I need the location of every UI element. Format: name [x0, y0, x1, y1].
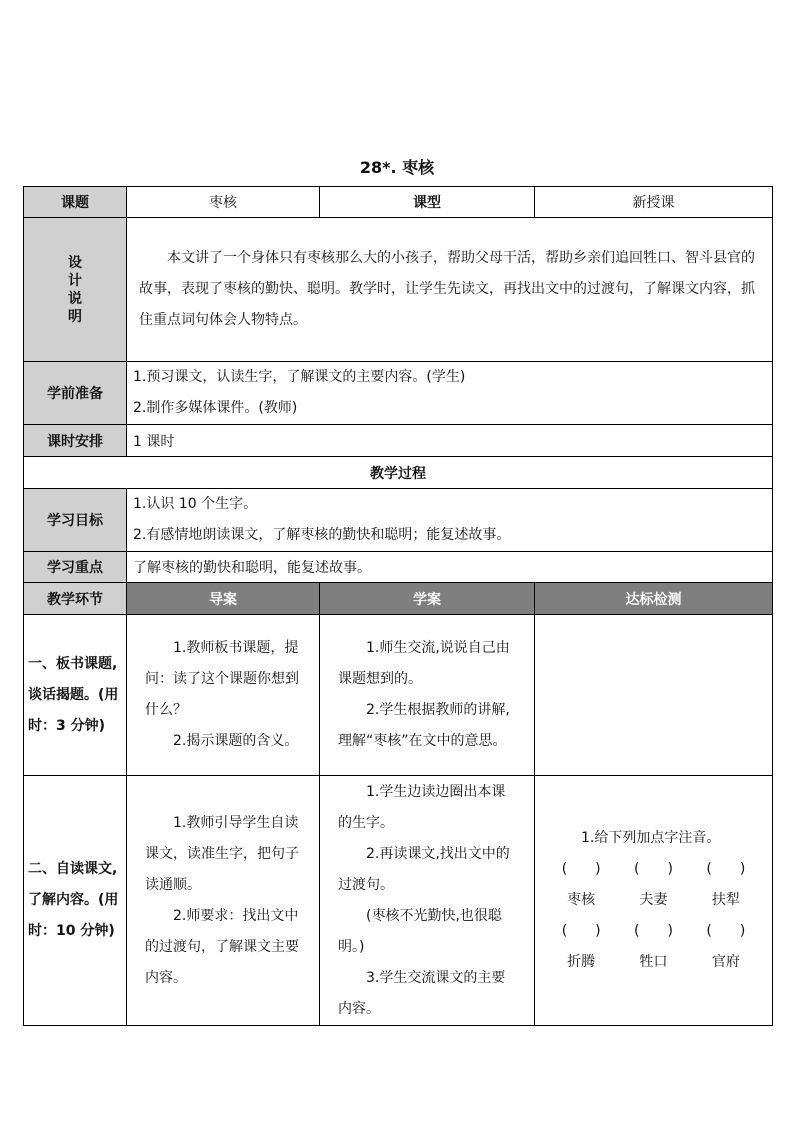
schedule-row — [24, 425, 773, 457]
check-cell — [535, 615, 773, 776]
topic-value: 枣核 — [127, 187, 320, 218]
pinyin-blank: ( ) — [706, 923, 746, 939]
exercise-word: 扶犁 — [711, 892, 740, 908]
pinyin-exercise — [541, 854, 766, 978]
process-heading: 教学过程 — [24, 457, 773, 489]
focus-label: 学习重点 — [24, 552, 127, 583]
exercise-word: 折腾 — [567, 954, 596, 970]
study-cell — [320, 615, 535, 776]
stage-name: 二、自读课文,了解内容。(用时：10 分钟) — [24, 776, 127, 1026]
lesson-plan-table — [23, 186, 773, 1026]
guide-cell — [127, 776, 320, 1026]
page-title: 28*. 枣核 — [359, 158, 435, 177]
goals-row — [24, 489, 773, 552]
stage-name: 一、板书课题,谈话揭题。(用时：3 分钟) — [24, 615, 127, 776]
goals-label: 学习目标 — [24, 489, 127, 552]
prep-item: 1.预习课文，认读生字，了解课文的主要内容。(学生) — [133, 369, 466, 385]
goals-content — [127, 489, 773, 552]
design-label-vertical: 设 计 说 明 — [68, 254, 82, 325]
pinyin-blank: ( ) — [561, 923, 601, 939]
design-label — [24, 218, 127, 362]
guide-cell — [127, 615, 320, 776]
study-cell — [320, 776, 535, 1026]
type-value: 新授课 — [535, 187, 773, 218]
exercise-word: 官府 — [711, 954, 740, 970]
focus-value: 了解枣核的勤快和聪明，能复述故事。 — [127, 552, 773, 583]
study-item: 1.学生边读边圈出本课的生字。 — [338, 783, 506, 831]
study-item: (枣核不光勤快,也很聪明。) — [338, 907, 502, 955]
check-cell — [535, 776, 773, 1026]
guide-item: 2.师要求：找出文中的过渡句，了解课文主要内容。 — [145, 907, 299, 986]
type-label: 课型 — [320, 187, 535, 218]
exercise-word: 夫妻 — [639, 892, 668, 908]
guide-item: 1.教师引导学生自读课文，读准生字，把句子读通顺。 — [145, 814, 299, 893]
stage-row — [24, 615, 773, 776]
stage-row — [24, 776, 773, 1026]
study-item: 3.学生交流课文的主要内容。 — [338, 969, 506, 1017]
guide-item: 1.教师板书课题，提问：读了这个课题你想到什么？ — [145, 640, 299, 718]
goal-item: 2.有感情地朗读课文，了解枣核的勤快和聪明；能复述故事。 — [133, 527, 511, 543]
column-study: 学案 — [320, 583, 535, 615]
process-row — [24, 457, 773, 489]
column-check: 达标检测 — [535, 583, 773, 615]
topic-label: 课题 — [24, 187, 127, 218]
prep-item: 2.制作多媒体课件。(教师) — [133, 400, 298, 416]
schedule-value: 1 课时 — [127, 425, 773, 457]
columns-row — [24, 583, 773, 615]
schedule-label: 课时安排 — [24, 425, 127, 457]
focus-row — [24, 552, 773, 583]
header-row — [24, 187, 773, 218]
pinyin-blank: ( ) — [634, 923, 673, 939]
design-text: 本文讲了一个身体只有枣核那么大的小孩子，帮助父母干活，帮助乡亲们追回牲口、智斗县官的故事，表现了枣核的勤快、聪明。教学时，让学生先读文，再找出文中的过渡句，了解课文内容，抓住重点词句体会人物特点。 — [127, 218, 773, 362]
prep-content — [127, 362, 773, 425]
prep-row — [24, 362, 773, 425]
study-item: 1.师生交流,说说自己由课题想到的。 — [338, 640, 510, 687]
prep-label: 学前准备 — [24, 362, 127, 425]
exercise-word: 牲口 — [639, 954, 668, 970]
study-item: 2.学生根据教师的讲解,理解“枣核”在文中的意思。 — [338, 702, 510, 749]
check-instruction: 1.给下列加点字注音。 — [581, 830, 721, 846]
pinyin-blank: ( ) — [561, 861, 601, 877]
design-row — [24, 218, 773, 362]
column-stage: 教学环节 — [24, 583, 127, 615]
pinyin-blank: ( ) — [634, 861, 673, 877]
study-item: 2.再读课文,找出文中的过渡句。 — [338, 845, 510, 893]
exercise-word: 枣核 — [567, 892, 596, 908]
goal-item: 1.认识 10 个生字。 — [133, 496, 258, 512]
guide-item: 2.揭示课题的含义。 — [173, 733, 299, 749]
pinyin-blank: ( ) — [706, 861, 746, 877]
column-guide: 导案 — [127, 583, 320, 615]
